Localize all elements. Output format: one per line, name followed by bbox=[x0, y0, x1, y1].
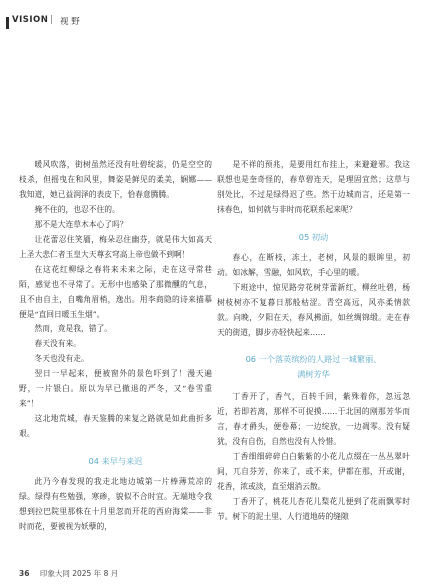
paragraph: 在这花红柳绿之春将来未来之际，走在这寻常巷陌，感觉也不寻常了。无形中也感染了那微醺的气息，且不由自主，自嘴角眉梢，逸出。用李商隐的诗来描摹便是“直回日暖玉生烟”。 bbox=[19, 264, 212, 319]
section-heading-04: 04 来早与来迟 bbox=[88, 456, 143, 467]
section-label: VISION bbox=[12, 15, 49, 25]
paragraph: 翌日一早起来，便被窗外的景色吓到了！漫天遍野，一片银白。原以为早已撤退的严冬，又“卷雪重来”！ bbox=[19, 369, 212, 409]
paragraph: 暖风吹落，街树虽然还没有吐碧绽蕊，仍是空空的枝杀，但摇曳在和风里，舞姿是鲜见的柔美，娴娜——我知道，她已益润泽的表皮下，恰春意腾腾。 bbox=[19, 160, 212, 199]
paragraph: 这北地荒城，春天鉴腾的来复之路就是如此曲折多艰。 bbox=[19, 414, 212, 439]
paragraph: 丁香开了，香气，百转千回，紫殊着你，忽远忽近，若即若离，那样不可捉摸……于北国的刚那芳华而言，春才爵头，便卷幕；一边绽放，一边凋零。没有疑犹，没有自伤，自然也没有人怜惜。 bbox=[217, 392, 410, 447]
paragraph: 是不祥的预兆，是要用红布挂上，来避避邪。我这联想也是奎奇怪的，春草碧连天，是理固宜然；这草与别处比，不过是绿得迟了些。然于边城而言，还是第一抹春色，如何就与非时而花联系起来呢？ bbox=[217, 160, 410, 214]
paragraph: 春天没有来。 bbox=[34, 339, 82, 349]
section-heading-05: 05 初动 bbox=[298, 231, 329, 242]
left-column bbox=[19, 158, 212, 535]
paragraph: 掩不住的，也忍不住的。 bbox=[34, 204, 120, 214]
page-number: 36 bbox=[19, 569, 30, 578]
paragraph: 此乃今春发现的我走北地边城第一片棒薄荒凉的绿。绿得有些勉强，寒碜，貌似不合时宜。无端地令我想到拉巴院里那株在十月里忽而开花的西府海棠——非时而花，要被视为妖孽的， bbox=[19, 477, 212, 531]
section-subtitle: 视 野 bbox=[60, 17, 80, 27]
paragraph: 让花蕾忍住笑靥，梅朵忍住幽芬，就是伟大如高天上圣大悲仁者玉皇大天尊玄穹高上帝也做不到啊！ bbox=[19, 234, 212, 259]
section-separator: | bbox=[50, 15, 53, 25]
section-marker-bar bbox=[6, 17, 9, 29]
section-heading-06 bbox=[217, 352, 410, 382]
paragraph: 下班途中，惊见路旁花树芽蕾新红，柳丝吐碧，杨树枝树亦不复暮日那般枯涩。青空高远，风亦柔情款款。向晚，夕阳在天，春风拂面，如丝绸锦缎。走在春天的街道，脚步亦轻快起来…… bbox=[217, 282, 410, 337]
header-photo-area bbox=[0, 36, 427, 154]
paragraph: 然而，竟是我，错了。 bbox=[34, 324, 113, 334]
section-heading-06-line2: 满树芳华 bbox=[297, 369, 330, 380]
magazine-issue: 印象大同 2025 年 8 月 bbox=[39, 569, 119, 578]
paragraph: 冬天也没有走。 bbox=[34, 354, 89, 364]
paragraph: 丁香细细碎碎白白紫紫的小花儿点缀在一丛丛翠叶间，兀自芬芳，你来了，或不来，伊都在那，开或谢，花香，浓或淡，直至烟消云散。 bbox=[217, 452, 410, 492]
paragraph: 丁香开了，桃花儿杏花儿梨花儿便到了花雨飘零时节。树下的泥土里、人行道地砖的缝隙 bbox=[217, 497, 410, 522]
page-footer bbox=[19, 568, 118, 579]
section-heading-06-line1: 06 一个落英缤纷的人路过一城繁丽、 bbox=[245, 354, 382, 365]
right-column bbox=[217, 158, 410, 525]
page-header bbox=[0, 0, 427, 40]
paragraph: 春心，在断枝，冻土，老树，风景的眼眸里，初动。如冰解，雪融，如风软，手心里的暖。 bbox=[217, 252, 410, 277]
paragraph: 那不是大连草木本心了吗？ bbox=[34, 219, 128, 229]
